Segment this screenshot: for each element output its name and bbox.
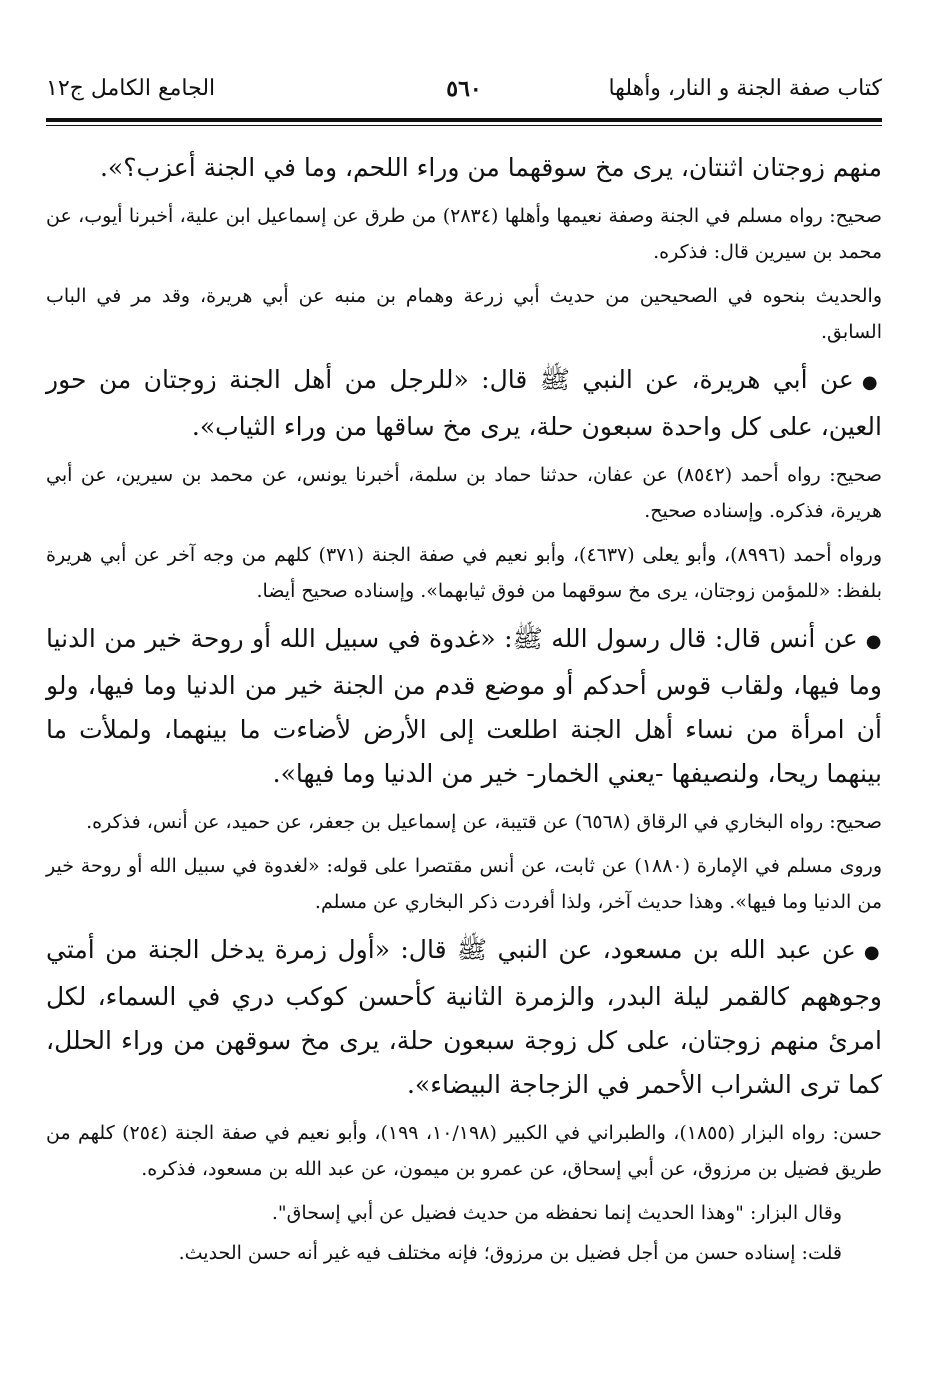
takhrij-note: صحيح: رواه مسلم في الجنة وصفة نعيمها وأهلها (٢٨٣٤) من طرق عن إسماعيل ابن علية، أخبرنا أيوب، عن محمد بن سيرين قال: فذكره. xyxy=(46,205,883,263)
hadith-text xyxy=(46,146,882,190)
header-rule-thick xyxy=(46,118,882,122)
hadith-text xyxy=(46,617,882,796)
takhrij-note-indented: وقال البزار: "وهذا الحديث إنما نحفظه من حديث فضيل عن أبي إسحاق". xyxy=(271,1202,842,1224)
takhrij-note: صحيح: رواه أحمد (٨٥٤٢) عن عفان، حدثنا حماد بن سلمة، أخبرنا يونس، عن محمد بن سيرين، عن أبي هريرة، فذكره. وإسناده صحيح. xyxy=(46,464,882,522)
takhrij-note: صحيح: رواه البخاري في الرقاق (٦٥٦٨) عن قتيبة، عن إسماعيل بن جعفر، عن حميد، عن أنس، فذكره. xyxy=(86,811,882,833)
hadith-body: عن عبد الله بن مسعود، عن النبي ﷺ قال: «أول زمرة يدخل الجنة من أمتي وجوههم كالقمر ليلة البدر، والزمرة الثانية كأحسن كوكب دري في السماء، لكل امرئ منهم زوجتان، على كل زوجة سبعون حلة، يرى مخ سوقهن من وراء الحلل، كما ترى الشراب الأحمر في الزجاجة البيضاء». xyxy=(46,935,882,1099)
hadith-text xyxy=(46,928,882,1107)
hadith-body: عن أبي هريرة، عن النبي ﷺ قال: «للرجل من أهل الجنة زوجتان من حور العين، على كل واحدة سبعون حلة، يرى مخ ساقها من وراء الثياب». xyxy=(46,365,882,441)
book-title: كتاب صفة الجنة و النار، وأهلها xyxy=(608,76,882,101)
header-rule-thin xyxy=(46,125,882,126)
takhrij-note: ورواه أحمد (٨٩٩٦)، وأبو يعلى (٤٦٣٧)، وأبو نعيم في صفة الجنة (٣٧١) كلهم من وجه آخر عن أبي هريرة بلفظ: «للمؤمن زوجتان، يرى مخ سوقهما من فوق ثيابهما». وإسناده صحيح أيضا. xyxy=(46,544,883,602)
page-header xyxy=(46,70,882,110)
series-title: الجامع الكامل ج١٢ xyxy=(46,76,216,101)
takhrij-note-indented: قلت: إسناده حسن من أجل فضيل بن مرزوق؛ فإنه مختلف فيه غير أنه حسن الحديث. xyxy=(178,1242,842,1264)
hadith-continued: منهم زوجتان اثنتان، يرى مخ سوقهما من وراء اللحم، وما في الجنة أعزب؟». xyxy=(99,153,882,182)
takhrij-note: حسن: رواه البزار (١٨٥٥)، والطبراني في الكبير (١٠/١٩٨، ١٩٩)، وأبو نعيم في صفة الجنة (٢٥٤) كلهم من طريق فضيل بن مرزوق، عن أبي إسحاق، عن عمرو بن ميمون، عن عبد الله بن مسعود، فذكره. xyxy=(46,1122,883,1180)
bullet-icon: ● xyxy=(863,942,882,963)
page-number: ٥٦٠ xyxy=(446,76,482,102)
hadith-text xyxy=(46,358,882,449)
book-page xyxy=(46,70,882,1360)
bullet-icon: ● xyxy=(861,372,883,393)
bullet-icon: ● xyxy=(865,631,882,652)
page-content xyxy=(46,146,882,1271)
takhrij-note: والحديث بنحوه في الصحيحين من حديث أبي زرعة وهمام بن منبه عن أبي هريرة، وقد مر في الباب السابق. xyxy=(46,285,882,343)
takhrij-note: وروى مسلم في الإمارة (١٨٨٠) عن ثابت، عن أنس مقتصرا على قوله: «لغدوة في سبيل الله أو روحة خير من الدنيا وما فيها». وهذا حديث آخر، ولذا أفردت ذكر البخاري عن مسلم. xyxy=(46,855,882,913)
hadith-body: عن أنس قال: قال رسول الله ﷺ: «غدوة في سبيل الله أو روحة خير من الدنيا وما فيها، ولقاب قوس أحدكم أو موضع قدم من الجنة خير من الدنيا وما فيها، ولو أن امرأة من نساء أهل الجنة اطلعت إلى الأرض لأضاءت ما بينهما، ولملأت ما بينهما ريحا، ولنصيفها -يعني الخمار- خير من الدنيا وما فيها». xyxy=(46,624,882,788)
